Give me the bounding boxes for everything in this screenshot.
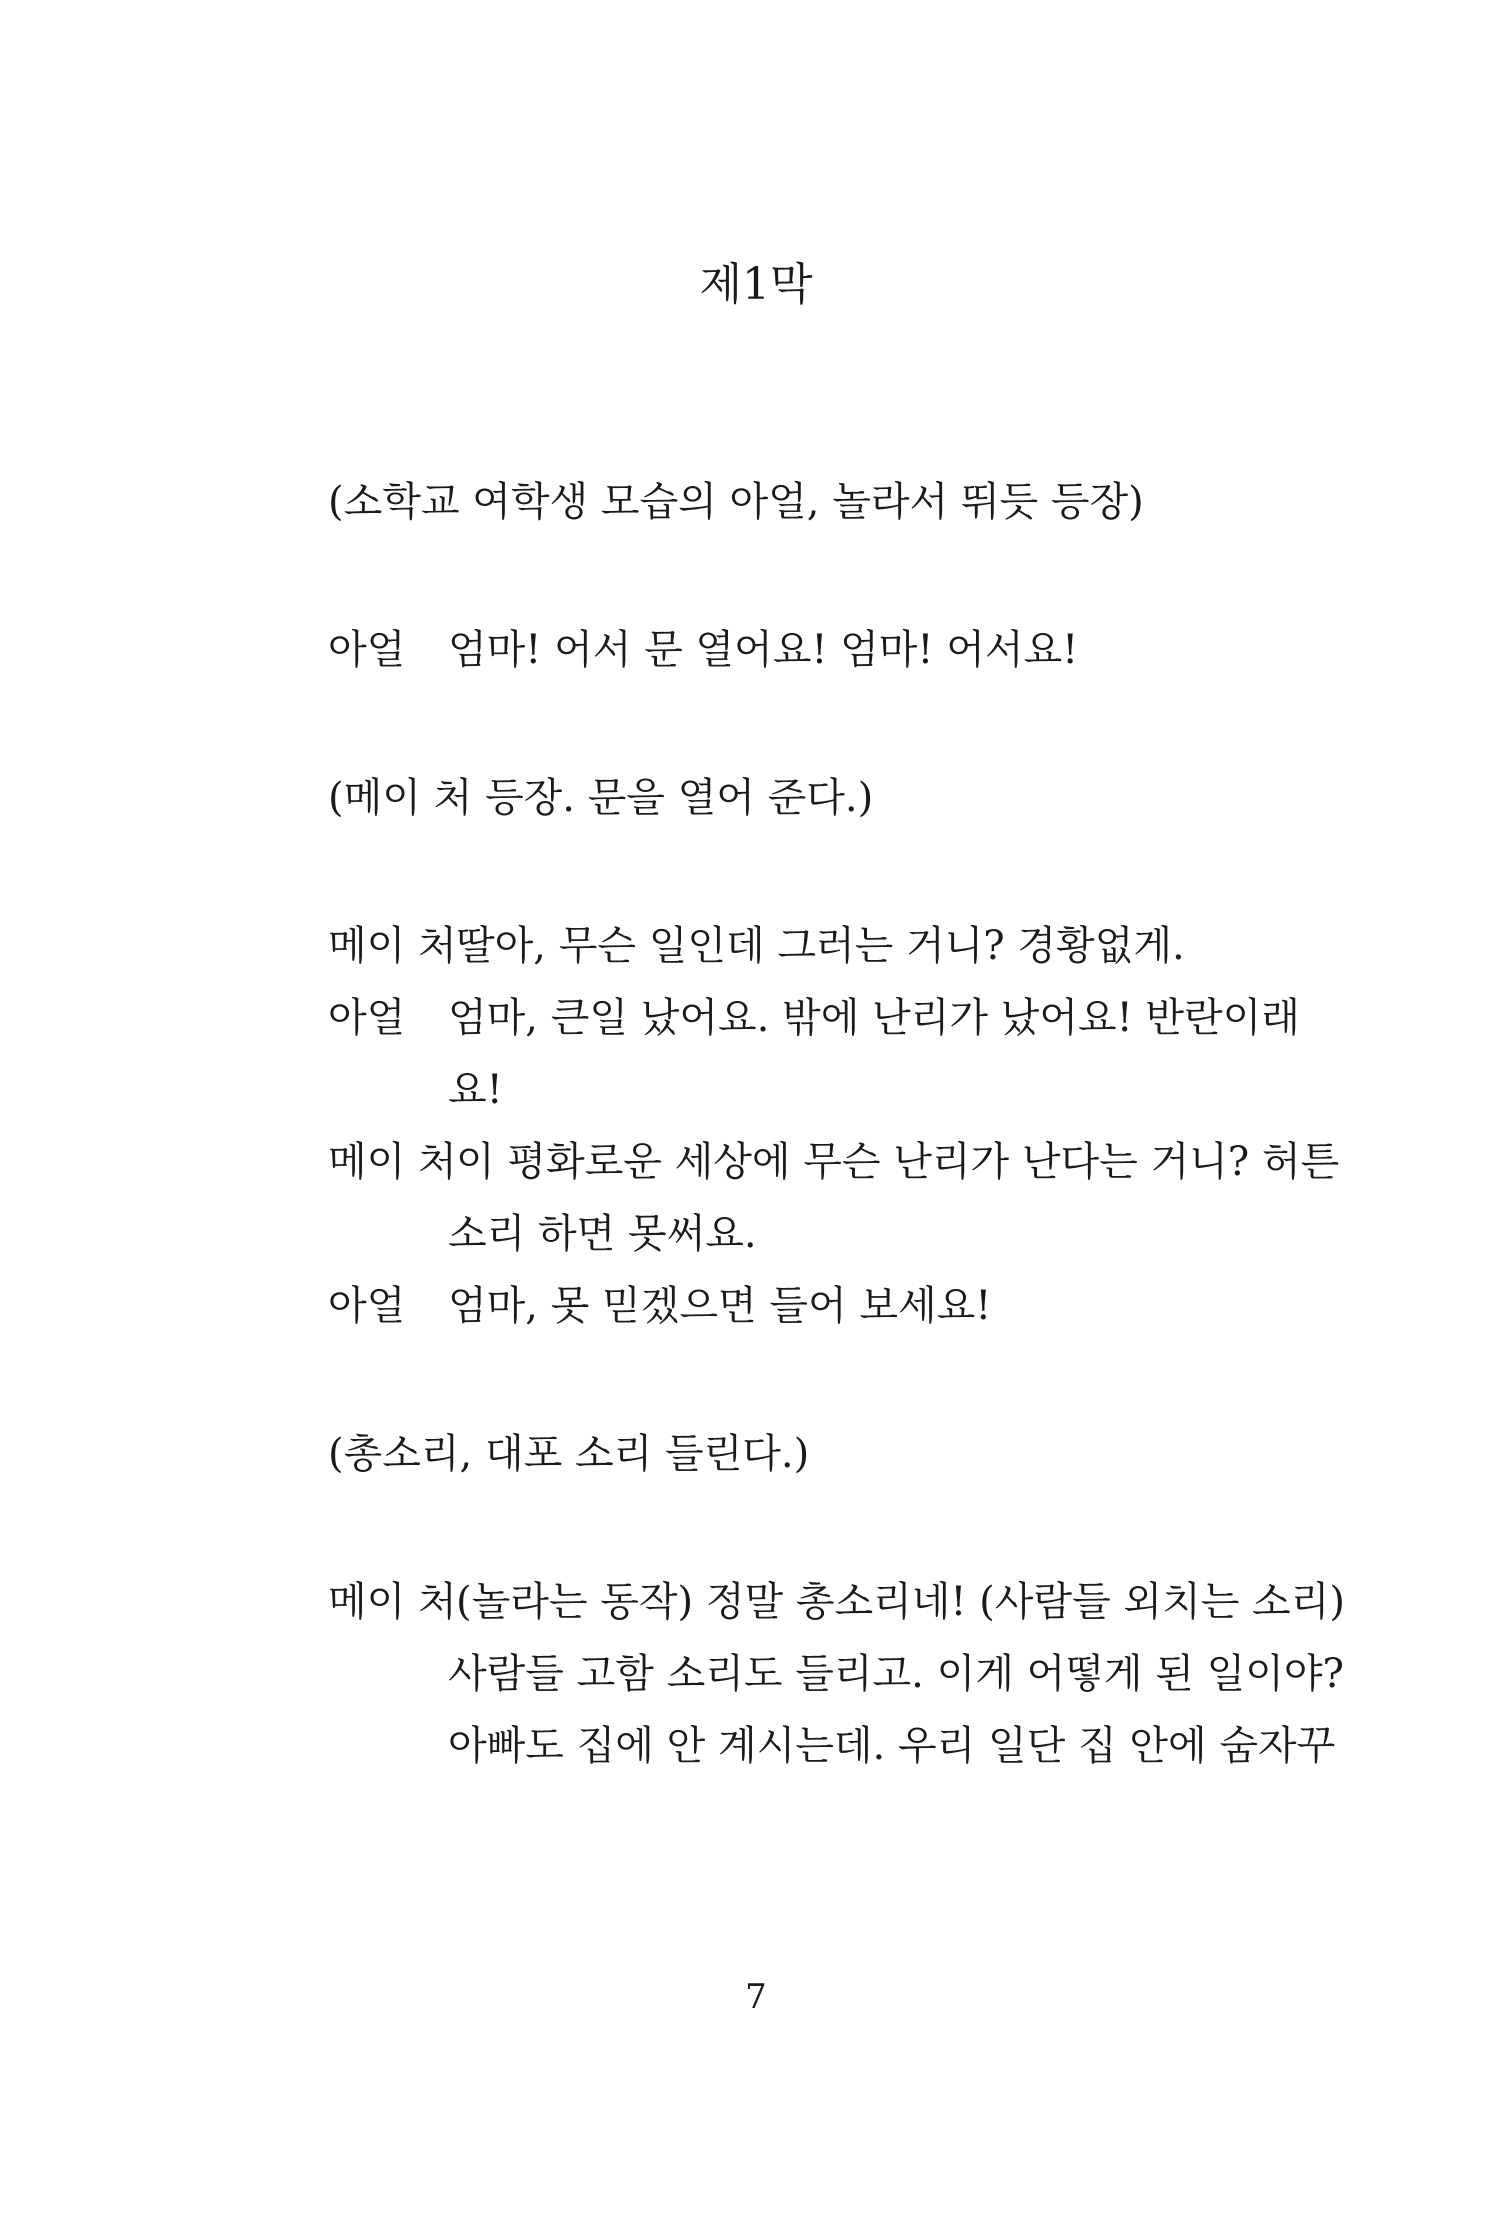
dialogue-continuation: 아빠도 집에 안 계시는데. 우리 일단 집 안에 숨자꾸 xyxy=(448,1723,1336,1769)
speaker-name: 메이 처 xyxy=(328,1139,457,1185)
page-number: 7 xyxy=(745,1977,767,2017)
speaker-name: 메이 처 xyxy=(328,923,457,969)
dialogue-continuation: 소리 하면 못써요. xyxy=(448,1211,757,1257)
dialogue-text: 이 평화로운 세상에 무슨 난리가 난다는 거니? 허튼 xyxy=(456,1139,1340,1185)
stage-direction: (총소리, 대포 소리 들린다.) xyxy=(328,1431,810,1477)
dialogue-text: 엄마, 못 믿겠으면 들어 보세요! xyxy=(448,1283,992,1329)
dialogue-text: 엄마! 어서 문 열어요! 엄마! 어서요! xyxy=(448,627,1079,673)
dialogue-continuation: 요! xyxy=(448,1067,503,1113)
page-title: 제1막 xyxy=(699,259,813,310)
dialogue-continuation: 사람들 고함 소리도 들리고. 이게 어떻게 된 일이야? xyxy=(448,1651,1344,1697)
speaker-name: 아얼 xyxy=(328,995,406,1041)
dialogue-text: 딸아, 무슨 일인데 그러는 거니? 경황없게. xyxy=(456,923,1185,969)
stage-direction: (소학교 여학생 모습의 아얼, 놀라서 뛰듯 등장) xyxy=(328,479,1144,525)
speaker-name: 메이 처 xyxy=(328,1579,457,1625)
speaker-name: 아얼 xyxy=(328,1283,406,1329)
speaker-name: 아얼 xyxy=(328,627,406,673)
dialogue-text: 엄마, 큰일 났어요. 밖에 난리가 났어요! 반란이래 xyxy=(448,995,1300,1041)
stage-direction: (메이 처 등장. 문을 열어 준다.) xyxy=(328,775,874,821)
dialogue-text: (놀라는 동작) 정말 총소리네! (사람들 외치는 소리) xyxy=(456,1579,1345,1625)
